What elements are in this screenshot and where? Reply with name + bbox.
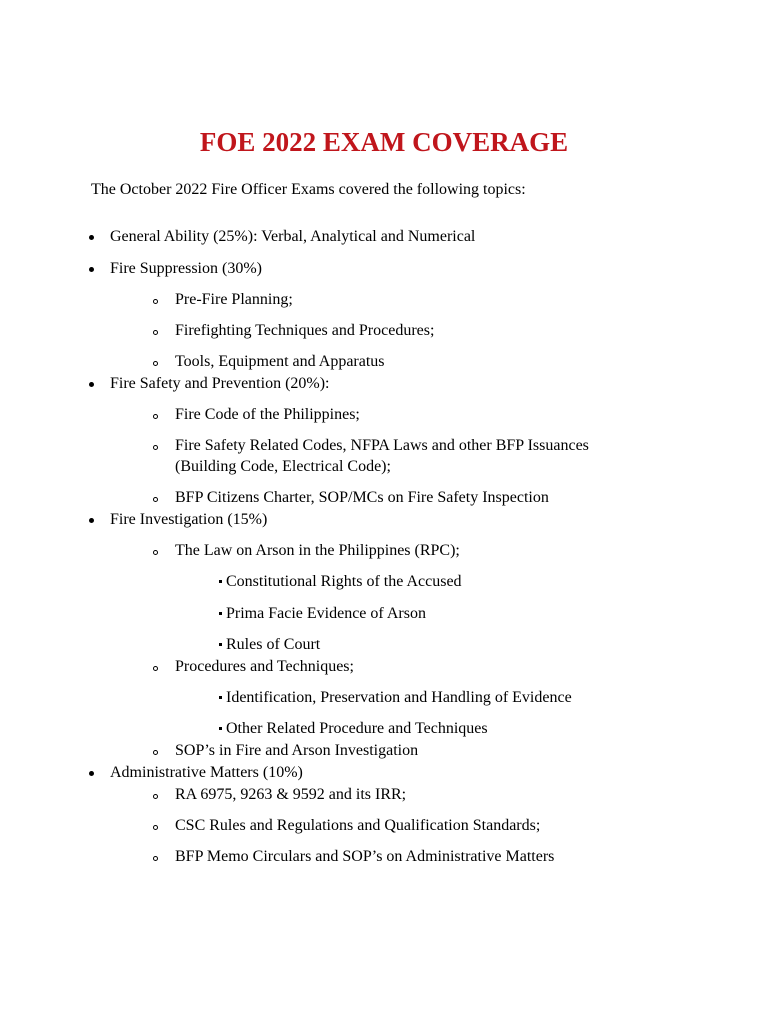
list-item [175, 656, 354, 677]
circle-bullet-icon [153, 794, 158, 799]
list-item [175, 289, 293, 310]
list-item [175, 815, 540, 836]
list-item [110, 258, 262, 279]
square-bullet-icon [219, 580, 222, 583]
list-item [175, 784, 406, 805]
subitem-label: Constitutional Rights of the Accused [226, 573, 462, 590]
subitem-label: Other Related Procedure and Techniques [226, 720, 488, 737]
section-label: Administrative Matters (10%) [110, 764, 303, 781]
item-label: Firefighting Techniques and Procedures; [175, 322, 435, 339]
list-item [175, 540, 460, 561]
square-bullet-icon [219, 643, 222, 646]
square-bullet-icon [219, 696, 222, 699]
circle-bullet-icon [153, 856, 158, 861]
item-label: SOP’s in Fire and Arson Investigation [175, 742, 419, 759]
circle-bullet-icon [153, 825, 158, 830]
list-item [175, 404, 360, 425]
section-label: Fire Safety and Prevention (20%): [110, 375, 330, 392]
list-item [226, 687, 572, 708]
list-item [226, 571, 462, 592]
page-title: FOE 2022 EXAM COVERAGE [199, 127, 569, 157]
square-bullet-icon [219, 612, 222, 615]
list-item [110, 509, 267, 530]
circle-bullet-icon [153, 497, 158, 502]
list-item [226, 603, 426, 624]
circle-bullet-icon [153, 550, 158, 555]
item-label: BFP Memo Circulars and SOP’s on Administrative Matters [175, 848, 555, 865]
square-bullet-icon [219, 727, 222, 730]
circle-bullet-icon [153, 361, 158, 366]
list-item [226, 634, 320, 655]
section-label: General Ability (25%): Verbal, Analytical and Numerical [110, 228, 476, 245]
section-label: Fire Suppression (30%) [110, 260, 262, 277]
bullet-icon [89, 771, 94, 776]
item-label: Pre-Fire Planning; [175, 291, 293, 308]
item-label: Tools, Equipment and Apparatus [175, 353, 385, 370]
list-item [110, 762, 303, 783]
list-item-continuation [175, 456, 391, 477]
list-item [110, 226, 475, 247]
list-item [226, 718, 488, 739]
list-item [175, 435, 589, 456]
circle-bullet-icon [153, 299, 158, 304]
circle-bullet-icon [153, 445, 158, 450]
item-label: CSC Rules and Regulations and Qualification Standards; [175, 817, 541, 834]
circle-bullet-icon [153, 330, 158, 335]
item-label-line: Fire Safety Related Codes, NFPA Laws and other BFP Issuances [175, 437, 589, 454]
item-label: The Law on Arson in the Philippines (RPC); [175, 542, 460, 559]
bullet-icon [89, 382, 94, 387]
item-label-line: (Building Code, Electrical Code); [175, 458, 391, 475]
list-item [175, 351, 385, 372]
subitem-label: Prima Facie Evidence of Arson [226, 605, 426, 622]
item-label: Fire Code of the Philippines; [175, 406, 360, 423]
list-item [175, 740, 418, 761]
circle-bullet-icon [153, 666, 158, 671]
bullet-icon [89, 518, 94, 523]
circle-bullet-icon [153, 414, 158, 419]
item-label: BFP Citizens Charter, SOP/MCs on Fire Safety Inspection [175, 489, 549, 506]
subitem-label: Rules of Court [226, 636, 321, 653]
section-label: Fire Investigation (15%) [110, 511, 268, 528]
list-item [175, 487, 549, 508]
item-label: RA 6975, 9263 & 9592 and its IRR; [175, 786, 407, 803]
bullet-icon [89, 235, 94, 240]
item-label: Procedures and Techniques; [175, 658, 354, 675]
circle-bullet-icon [153, 750, 158, 755]
intro-text: The October 2022 Fire Officer Exams covered the following topics: [91, 181, 526, 198]
list-item [175, 320, 434, 341]
list-item [110, 373, 330, 394]
bullet-icon [89, 267, 94, 272]
list-item [175, 846, 554, 867]
subitem-label: Identification, Preservation and Handling of Evidence [226, 689, 572, 706]
